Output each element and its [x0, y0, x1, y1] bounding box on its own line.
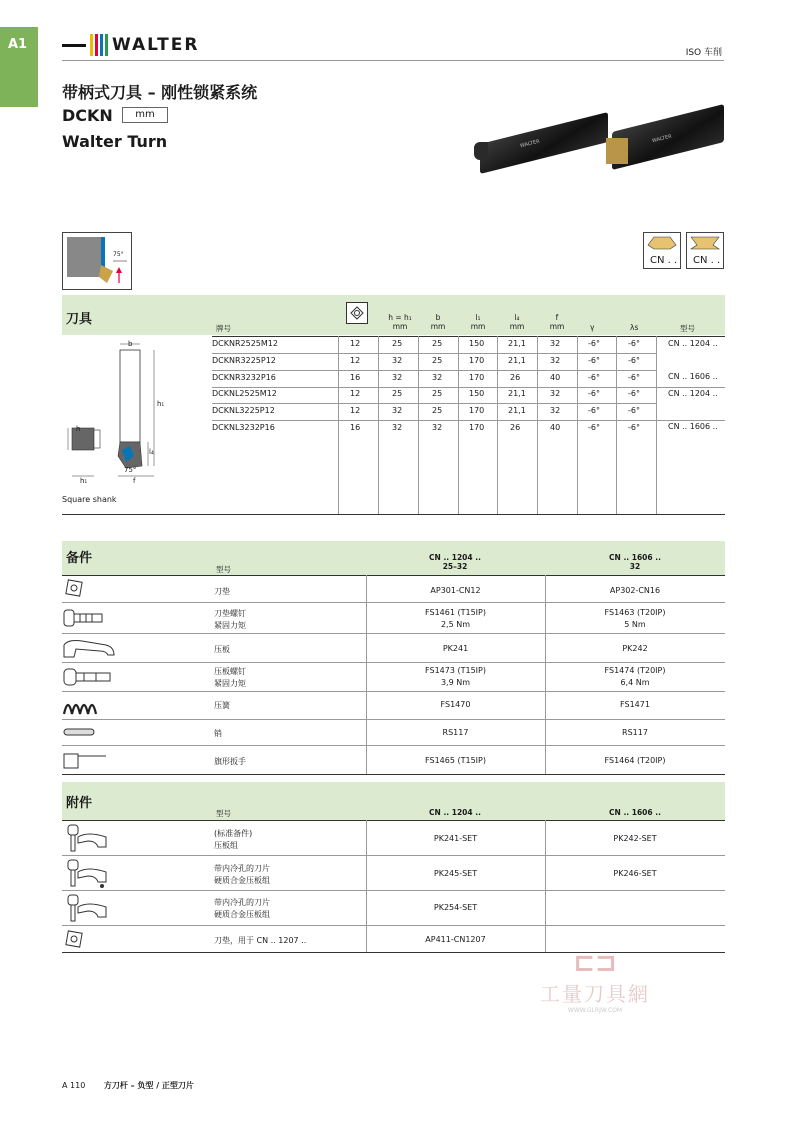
lambda-cell: -6° — [628, 406, 640, 415]
row-sep — [212, 387, 725, 388]
accessory-v1: PK245-SET — [433, 869, 478, 878]
col-l4: l₄ mm — [509, 313, 525, 331]
col-lambda: λs — [630, 323, 639, 332]
diagram-angle-label: 75° — [113, 251, 124, 258]
accessory-v1: PK254-SET — [433, 903, 478, 912]
col-h: h = h₁ mm — [388, 313, 412, 331]
tool-photo-tip — [474, 142, 488, 160]
dim-angle: 75° — [124, 466, 137, 474]
coolant-clamp-set-icon — [62, 858, 112, 888]
accessories-type-label: 型号 — [216, 809, 231, 818]
tool-photo-insert — [606, 138, 628, 164]
vline-6 — [537, 336, 538, 514]
h-cell: 32 — [392, 406, 403, 415]
lambda-cell: -6° — [628, 423, 640, 432]
watermark-text: 工量刀具網 — [540, 982, 650, 1006]
shank-caption: Square shank — [62, 495, 117, 504]
vline-7 — [577, 336, 578, 514]
vline-5 — [497, 336, 498, 514]
dim-b: b — [128, 340, 133, 348]
spares-bottom-rule — [62, 774, 725, 775]
tools-bottom-rule — [62, 514, 725, 515]
h-cell: 25 — [392, 389, 403, 398]
row-sep — [62, 925, 725, 926]
accessory-name-2: 硬质合金压板组 — [214, 910, 270, 919]
designation-cell: DCKNL3232P16 — [212, 423, 275, 432]
row-sep — [212, 403, 656, 404]
row-sep — [212, 353, 656, 354]
accessories-header-rule — [62, 820, 725, 821]
pin-icon — [62, 726, 98, 738]
spare-v1: RS117 — [442, 728, 469, 737]
spare-v2: FS1474 (T20IP) — [604, 666, 666, 675]
l1-cell: 170 — [469, 423, 485, 432]
spare-name: 刀垫 — [214, 587, 230, 596]
spare-v2: RS117 — [622, 728, 648, 737]
top-divider — [62, 60, 724, 61]
spares-type-label: 型号 — [216, 565, 231, 574]
gamma-cell: -6° — [588, 373, 600, 382]
designation-cell: DCKNL2525M12 — [212, 389, 277, 398]
approach-angle-diagram — [62, 232, 132, 290]
dim-h1-side: h₁ — [80, 477, 88, 485]
col-designation: 牌号 — [216, 324, 231, 333]
l4-cell: 21,1 — [508, 339, 526, 348]
clamp-screw-icon — [62, 665, 114, 689]
row-sep — [62, 602, 725, 603]
tools-title: 刀具 — [66, 312, 93, 327]
h-cell: 32 — [392, 373, 403, 382]
footer-text: 方刀杆 – 负型 / 正型刀片 — [103, 1081, 194, 1090]
spare-v2b: 6,4 Nm — [620, 678, 650, 687]
tools-header-rule — [212, 336, 725, 337]
d-cell: 12 — [350, 389, 361, 398]
dim-l4: l₄ — [149, 448, 154, 456]
row-sep — [62, 855, 725, 856]
section-label: ISO 车削 — [685, 48, 722, 58]
tool-photo-right-hand — [480, 112, 608, 174]
logo-stripes — [90, 34, 108, 56]
spare-v2b: 5 Nm — [624, 620, 646, 629]
logo-text: WALTER — [112, 35, 200, 55]
f-cell: 32 — [550, 356, 561, 365]
b-cell: 25 — [432, 339, 443, 348]
vline-1 — [338, 336, 339, 514]
designation-cell: DCKNR3225P12 — [212, 356, 276, 365]
row-sep — [62, 890, 725, 891]
type-cell: CN .. 1204 .. — [668, 339, 718, 348]
h-cell: 25 — [392, 339, 403, 348]
spare-v1b: 2,5 Nm — [440, 620, 471, 629]
page-number: A 110 — [62, 1081, 86, 1090]
gamma-cell: -6° — [588, 406, 600, 415]
type-cell: CN .. 1606 .. — [668, 422, 718, 431]
accessory-name-2: 硬质合金压板组 — [214, 876, 270, 885]
spares-col1: CN .. 1204 .. 25–32 — [429, 553, 481, 571]
spare-v1: FS1470 — [440, 700, 471, 709]
b-cell: 25 — [432, 406, 443, 415]
spare-name: 压簧 — [214, 701, 230, 710]
accessory-name: 带内冷孔的刀片 — [214, 864, 270, 873]
b-cell: 25 — [432, 389, 443, 398]
designation-cell: DCKNL3225P12 — [212, 406, 275, 415]
vline-3 — [418, 336, 419, 514]
logo-bar — [62, 44, 86, 47]
accessories-col2: CN .. 1606 .. — [609, 808, 661, 817]
watermark — [540, 948, 650, 1014]
coolant-clamp-set-icon-2 — [62, 893, 112, 923]
dim-h: h — [76, 425, 81, 433]
spare-v1: FS1465 (T15IP) — [425, 756, 486, 765]
gamma-cell: -6° — [588, 389, 600, 398]
row-sep — [62, 719, 725, 720]
h-cell: 32 — [392, 423, 403, 432]
accessory-v1: PK241-SET — [433, 834, 478, 843]
col-type: 型号 — [680, 324, 695, 333]
spare-v1: PK241 — [442, 644, 469, 653]
spring-icon — [62, 694, 102, 718]
accessory-v1: AP411-CN1207 — [425, 935, 486, 944]
row-sep — [62, 633, 725, 634]
insert-shape-icon-2 — [687, 233, 723, 253]
spares-title: 备件 — [66, 551, 93, 566]
col-insert-icon — [346, 302, 368, 324]
spare-name-2: 紧固力矩 — [214, 679, 246, 688]
spare-v1b: 3,9 Nm — [440, 678, 471, 687]
b-cell: 32 — [432, 373, 443, 382]
l4-cell: 26 — [510, 373, 521, 382]
designation-cell: DCKNR3232P16 — [212, 373, 276, 382]
accessories-col1: CN .. 1204 .. — [429, 808, 481, 817]
d-cell: 16 — [350, 423, 361, 432]
l1-cell: 150 — [469, 339, 485, 348]
unit-badge: mm — [122, 107, 168, 123]
accessory-name: 刀垫，用于 CN .. 1207 .. — [214, 936, 307, 945]
dim-f: f — [133, 477, 136, 485]
insert-type-icon-2 — [686, 232, 724, 269]
row-sep — [212, 370, 656, 371]
gamma-cell: -6° — [588, 423, 600, 432]
h-cell: 32 — [392, 356, 403, 365]
b-cell: 25 — [432, 356, 443, 365]
lambda-cell: -6° — [628, 373, 640, 382]
col-f: f mm — [549, 313, 565, 331]
d-cell: 16 — [350, 373, 361, 382]
accessories-title: 附件 — [66, 796, 93, 811]
photo-brand-label-2: WALTER — [651, 133, 673, 145]
accessory-name: (标准备件) — [214, 829, 253, 838]
insert-type-label-2: CN . . — [693, 255, 721, 266]
insert-type-icon-1 — [643, 232, 681, 269]
d-cell: 12 — [350, 356, 361, 365]
designation-cell: DCKNR2525M12 — [212, 339, 278, 348]
page-subtitle: Walter Turn — [62, 132, 168, 151]
spares-col2: CN .. 1606 .. 32 — [609, 553, 661, 571]
watermark-logo-icon: ⊏⊐ — [573, 948, 617, 978]
page-footer — [62, 1080, 194, 1091]
spare-v2: FS1464 (T20IP) — [604, 756, 666, 765]
f-cell: 32 — [550, 339, 561, 348]
l4-cell: 21,1 — [508, 406, 526, 415]
gamma-cell: -6° — [588, 356, 600, 365]
spares-header-rule — [62, 575, 725, 576]
row-sep — [62, 745, 725, 746]
spare-v2: FS1463 (T20IP) — [604, 608, 666, 617]
l1-cell: 170 — [469, 356, 485, 365]
lambda-cell: -6° — [628, 389, 640, 398]
lambda-cell: -6° — [628, 356, 640, 365]
photo-brand-label: WALTER — [519, 138, 541, 150]
insert-type-label-1: CN . . — [650, 255, 678, 266]
f-cell: 32 — [550, 389, 561, 398]
insert-shape-icon — [644, 233, 680, 253]
accessory-v2: PK242-SET — [613, 834, 657, 843]
flag-wrench-icon — [62, 748, 108, 772]
spare-v2: AP302-CN16 — [609, 586, 661, 595]
vline-8 — [616, 336, 617, 514]
d-cell: 12 — [350, 339, 361, 348]
l1-cell: 150 — [469, 389, 485, 398]
d-cell: 12 — [350, 406, 361, 415]
page-tab: A1 — [0, 27, 38, 107]
l4-cell: 21,1 — [508, 389, 526, 398]
accessory-name-2: 压板组 — [214, 841, 238, 850]
f-cell: 40 — [550, 373, 561, 382]
type-cell: CN .. 1606 .. — [668, 372, 718, 381]
l4-cell: 26 — [510, 423, 521, 432]
l4-cell: 21,1 — [508, 356, 526, 365]
l1-cell: 170 — [469, 373, 485, 382]
spare-name: 销 — [214, 729, 222, 738]
row-sep — [62, 662, 725, 663]
vline-4 — [458, 336, 459, 514]
spare-name: 压板 — [214, 645, 230, 654]
spare-v1: AP301-CN12 — [430, 586, 481, 595]
f-cell: 32 — [550, 406, 561, 415]
spare-v2: FS1471 — [620, 700, 650, 709]
col-gamma: γ — [590, 323, 595, 332]
type-cell: CN .. 1204 .. — [668, 389, 718, 398]
col-b: b mm — [430, 313, 446, 331]
b-cell: 32 — [432, 423, 443, 432]
spare-v1: FS1461 (T15IP) — [425, 608, 486, 617]
product-code: DCKN — [62, 106, 113, 125]
l1-cell: 170 — [469, 406, 485, 415]
clamp-icon — [62, 637, 118, 661]
shim-icon — [64, 578, 84, 598]
accessory-name: 带内冷孔的刀片 — [214, 898, 270, 907]
spare-v1: FS1473 (T15IP) — [425, 666, 486, 675]
dim-h1: h₁ — [157, 400, 165, 408]
shim-screw-icon — [62, 606, 106, 630]
spare-name: 压板螺钉 — [214, 667, 246, 676]
vline-9 — [656, 336, 657, 514]
f-cell: 40 — [550, 423, 561, 432]
spare-v2: PK242 — [622, 644, 648, 653]
spare-name: 旗形扳手 — [214, 757, 246, 766]
walter-logo — [62, 34, 199, 56]
watermark-url: WWW.GLRJW.COM — [567, 1007, 623, 1014]
spare-name: 刀垫螺钉 — [214, 609, 246, 618]
clamp-set-icon — [62, 823, 112, 853]
accessory-v2: PK246-SET — [613, 869, 657, 878]
page-title: 带柄式刀具 – 刚性锁紧系统 — [62, 83, 258, 102]
approach-angle-svg — [63, 233, 131, 289]
vline-2 — [378, 336, 379, 514]
row-sep — [62, 691, 725, 692]
lambda-cell: -6° — [628, 339, 640, 348]
col-l1: l₁ mm — [470, 313, 486, 331]
gamma-cell: -6° — [588, 339, 600, 348]
row-sep — [212, 420, 725, 421]
spare-name-2: 紧固力矩 — [214, 621, 246, 630]
shim-icon — [64, 929, 84, 949]
